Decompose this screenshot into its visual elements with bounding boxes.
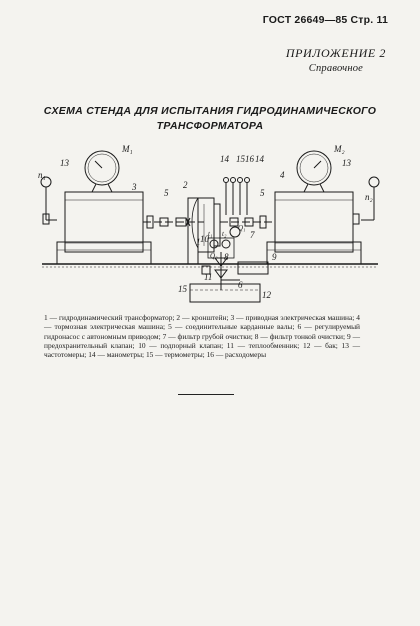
appendix-sub: Справочное	[308, 63, 364, 74]
label-10: 10	[200, 234, 209, 244]
label-8: 8	[224, 252, 229, 262]
title-line-2: ТРАНСФОРМАТОРА	[156, 120, 264, 132]
figure-caption: 1 — гидродинамический трансформатор; 2 — кронштейн; 3 — приводная электрическая машина; 4 — тормозная электрическая машина; 5 — соединительные карданные валы; 6 — регулируемый гидронасос с автономным приводом; 7 — фильтр грубой очистки; 8 — фильтр тонкой очистки; 9 — предохранительный клапан; 10 — подпорный клапан; 11 — теплообменник; 12 — бак; 13 — частотомеры; 14 — манометры; 15 — термометры; 16 — расходомеры	[44, 313, 360, 360]
label-m2: M₂	[334, 144, 345, 154]
test-stand-diagram	[40, 140, 380, 305]
frequency-meter-right	[369, 177, 379, 187]
drive-machine-base	[57, 242, 151, 264]
label-n1: n₁	[38, 170, 46, 180]
label-t2: t₂	[222, 230, 227, 238]
label-n2: n₂	[365, 192, 373, 202]
label-q2: Q₂	[210, 252, 218, 260]
label-16: 16	[245, 154, 254, 164]
tank	[190, 284, 260, 302]
label-12: 12	[262, 290, 271, 300]
bracket	[188, 198, 198, 264]
gauge-m2	[297, 151, 331, 192]
appendix-block	[286, 46, 386, 74]
label-4: 4	[280, 170, 285, 180]
label-t1: t₁	[208, 230, 213, 238]
label-14b: 14	[255, 154, 264, 164]
appendix-label: ПРИЛОЖЕНИЕ 2	[285, 46, 386, 60]
brake-machine-base	[267, 242, 361, 264]
label-9: 9	[272, 252, 277, 262]
gauge-m1	[85, 151, 119, 192]
page-header: ГОСТ 26649—85 Стр. 11	[262, 14, 388, 26]
label-13b: 13	[342, 158, 351, 168]
label-15: 15	[236, 154, 245, 164]
label-2: 2	[183, 180, 188, 190]
figure-title	[30, 104, 390, 134]
label-11: 11	[204, 272, 213, 282]
label-q1: Q₁	[238, 224, 246, 232]
label-m1: M₁	[122, 144, 133, 154]
label-7: 7	[250, 230, 255, 240]
label-5b: 5	[260, 188, 265, 198]
label-3: 3	[132, 182, 137, 192]
title-line-1: СХЕМА СТЕНДА ДЛЯ ИСПЫТАНИЯ ГИДРОДИНАМИЧЕСКОГО	[43, 105, 377, 117]
label-14a: 14	[220, 154, 229, 164]
label-15b: 15	[178, 284, 187, 294]
label-1: 1	[196, 237, 201, 247]
label-6: 6	[238, 280, 243, 290]
label-5a: 5	[164, 188, 169, 198]
sensor-group	[224, 178, 250, 216]
end-rule	[178, 394, 234, 395]
label-13a: 13	[60, 158, 69, 168]
